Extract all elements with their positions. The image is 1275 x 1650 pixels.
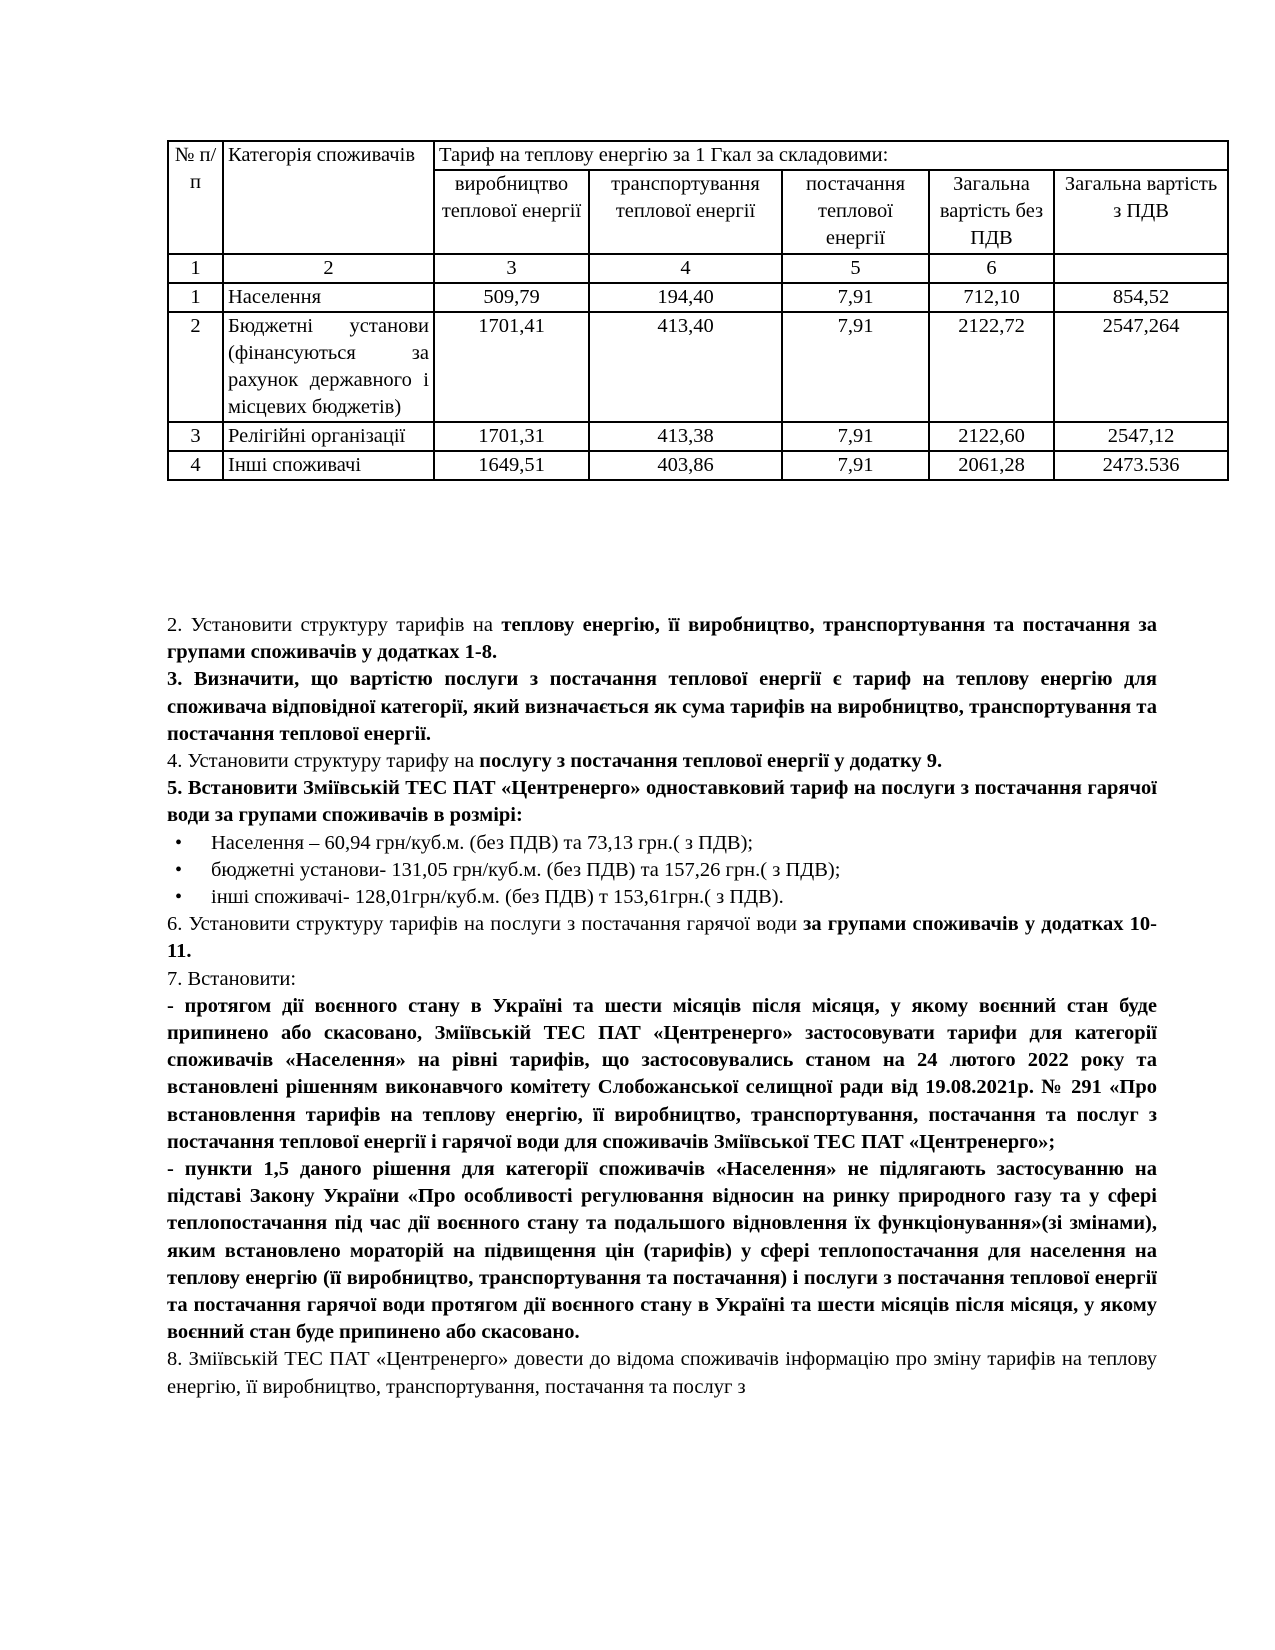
row-transport: 403,86 bbox=[589, 451, 782, 480]
paragraph-2-lead: 2. Установити структуру тарифів на bbox=[167, 614, 502, 636]
header-transport: транспортування теплової енергії bbox=[589, 170, 782, 254]
list-item: • бюджетні установи- 131,05 грн/куб.м. (без ПДВ) та 157,26 грн.( з ПДВ); bbox=[211, 857, 1157, 884]
index-cell: 3 bbox=[434, 254, 589, 283]
row-total-no-vat: 2122,72 bbox=[929, 312, 1054, 422]
row-transport: 413,40 bbox=[589, 312, 782, 422]
paragraph-4-lead: 4. Установити структуру тарифу на bbox=[167, 750, 480, 773]
row-production: 1701,41 bbox=[434, 312, 589, 422]
paragraph-4-bold: послугу з постачання теплової енергії у додатку 9. bbox=[479, 750, 943, 773]
paragraph-7-a: - протягом дії воєнного стану в Україні та шести місяців після місяця, у якому воєнний стан буде припинено або скасовано, Зміївській ТЕС ПАТ «Центренерго» застосовувати тарифи для категорії споживачів «Населення» на рівні тарифів, що застосовувались станом на 24 лютого 2022 року та встановлені рішенням виконавчого комітету Слобожанської селищної ради від 19.08.2021р. № 291 «Про встановлення тарифів на теплову енергію, її виробництво, транспортування, постачання та послуг з постачання теплової енергії і гарячої води для споживачів Зміївської ТЕС ПАТ «Центренерго»; bbox=[167, 994, 1157, 1153]
index-cell: 4 bbox=[589, 254, 782, 283]
paragraph-6-bold: за групами споживачів у додатках 10-11. bbox=[167, 913, 1157, 963]
row-total-vat: 2473.536 bbox=[1054, 451, 1228, 480]
header-supply: постачання теплової енергії bbox=[782, 170, 929, 254]
row-transport: 413,38 bbox=[589, 422, 782, 451]
row-total-no-vat: 712,10 bbox=[929, 283, 1054, 312]
paragraph-2 bbox=[167, 612, 1157, 666]
row-total-vat: 2547,12 bbox=[1054, 422, 1228, 451]
header-category: Категорія споживачів bbox=[223, 141, 434, 254]
row-transport: 194,40 bbox=[589, 283, 782, 312]
header-tariff-group: Тариф на теплову енергію за 1 Гкал за складовими: bbox=[434, 141, 1228, 170]
row-production: 1701,31 bbox=[434, 422, 589, 451]
index-cell bbox=[1054, 254, 1228, 283]
row-num: 3 bbox=[168, 422, 223, 451]
list-item: • інші споживачі- 128,01грн/куб.м. (без ПДВ) т 153,61грн.( з ПДВ). bbox=[211, 884, 1157, 911]
header-num: № п/п bbox=[168, 141, 223, 254]
header-production: виробництво теплової енергії bbox=[434, 170, 589, 254]
table-row bbox=[168, 422, 1228, 451]
table-row bbox=[168, 451, 1228, 480]
tariff-table bbox=[167, 140, 1229, 481]
row-total-no-vat: 2122,60 bbox=[929, 422, 1054, 451]
paragraph-5: 5. Встановити Зміївській ТЕС ПАТ «Центренерго» одноставковий тариф на послуги з постачання гарячої води за групами споживачів в розмірі: bbox=[167, 777, 1157, 827]
index-cell: 1 bbox=[168, 254, 223, 283]
paragraph-6-lead: 6. Установити структуру тарифів на послуги з постачання гарячої води bbox=[167, 913, 804, 936]
table-index-row bbox=[168, 254, 1228, 283]
index-cell: 5 bbox=[782, 254, 929, 283]
row-category: Релігійні організації bbox=[223, 422, 434, 451]
row-category: Населення bbox=[223, 283, 434, 312]
row-supply: 7,91 bbox=[782, 422, 929, 451]
table-row bbox=[168, 312, 1228, 422]
header-total-vat: Загальна вартість з ПДВ bbox=[1054, 170, 1228, 254]
header-total-no-vat: Загальна вартість без ПДВ bbox=[929, 170, 1054, 254]
row-production: 1649,51 bbox=[434, 451, 589, 480]
table-row bbox=[168, 283, 1228, 312]
row-num: 2 bbox=[168, 312, 223, 422]
row-supply: 7,91 bbox=[782, 283, 929, 312]
paragraph-2-bold: теплову енергію, її виробництво, транспортування та постачання за групами споживачів у додатках 1-8. bbox=[167, 614, 1157, 664]
row-category: Інші споживачі bbox=[223, 451, 434, 480]
index-cell: 6 bbox=[929, 254, 1054, 283]
hot-water-tariff-list bbox=[167, 830, 1157, 912]
index-cell: 2 bbox=[223, 254, 434, 283]
row-num: 1 bbox=[168, 283, 223, 312]
row-category: Бюджетні установи (фінансуються за рахунок державного і місцевих бюджетів) bbox=[223, 312, 434, 422]
paragraph-6 bbox=[167, 911, 1157, 965]
row-total-vat: 2547,264 bbox=[1054, 312, 1228, 422]
row-production: 509,79 bbox=[434, 283, 589, 312]
row-total-no-vat: 2061,28 bbox=[929, 451, 1054, 480]
paragraph-7-b: - пункти 1,5 даного рішення для категорії споживачів «Населення» не підлягають застосуванню на підставі Закону України «Про особливості регулювання відносин на ринку природного газу та у сфері теплопостачання під час дії воєнного стану та подальшого відновлення їх функціонування»(зі змінами), яким встановлено мораторій на підвищення цін (тарифів) у сфері теплопостачання для населення на теплову енергію (її виробництво, транспортування та постачання) і послуги з постачання теплової енергії та постачання гарячої води протягом дії воєнного стану в Україні та шести місяців після місяця, у якому воєнний стан буде припинено або скасовано. bbox=[167, 1158, 1157, 1344]
row-total-vat: 854,52 bbox=[1054, 283, 1228, 312]
paragraph-7-title: 7. Встановити: bbox=[167, 967, 297, 990]
row-supply: 7,91 bbox=[782, 451, 929, 480]
paragraph-4 bbox=[167, 748, 1157, 775]
decision-body bbox=[167, 612, 1157, 1401]
list-item: • Населення – 60,94 грн/куб.м. (без ПДВ) та 73,13 грн.( з ПДВ); bbox=[211, 830, 1157, 857]
row-num: 4 bbox=[168, 451, 223, 480]
table-header-row bbox=[168, 141, 1228, 170]
row-supply: 7,91 bbox=[782, 312, 929, 422]
paragraph-8: 8. Зміївській ТЕС ПАТ «Центренерго» довести до відома споживачів інформацію про зміну тарифів на теплову енергію, її виробництво, транспортування, постачання та послуг з bbox=[167, 1348, 1157, 1398]
paragraph-3: 3. Визначити, що вартістю послуги з постачання теплової енергії є тариф на теплову енергію для споживача відповідної категорії, який визначається як сума тарифів на виробництво, транспортування та постачання теплової енергії. bbox=[167, 668, 1157, 745]
tariff-table-container bbox=[167, 140, 1227, 481]
